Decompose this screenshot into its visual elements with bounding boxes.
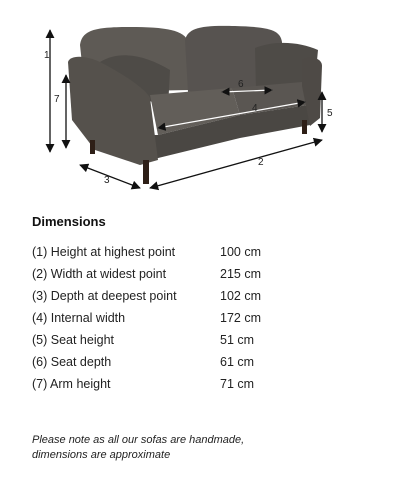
leg-front-left: [90, 140, 95, 154]
leg-back-right: [302, 120, 307, 134]
sofa-dimension-diagram: [0, 0, 400, 200]
dim-label-4: 4: [252, 103, 258, 114]
dimension-value: 51 cm: [220, 333, 255, 347]
dimension-label: (1) Height at highest point: [32, 245, 176, 259]
dim-label-6: 6: [238, 79, 244, 90]
dim-label-1: 1: [44, 50, 50, 61]
dimension-value: 71 cm: [220, 377, 255, 391]
dimensions-list: [32, 241, 362, 395]
dim-label-5: 5: [327, 108, 333, 119]
leg-front-right: [143, 160, 149, 184]
dimension-row-arm-height: [32, 373, 362, 395]
dimension-value: 172 cm: [220, 311, 261, 325]
dimension-label: (3) Depth at deepest point: [32, 289, 177, 303]
dimension-label: (5) Seat height: [32, 333, 114, 347]
dim-label-7: 7: [54, 94, 60, 105]
note-line-1: Please note as all our sofas are handmade,: [32, 434, 245, 446]
note-line-2: dimensions are approximate: [32, 449, 171, 461]
dimension-row-seat-height: [32, 329, 362, 351]
dimension-value: 215 cm: [220, 267, 261, 281]
dimension-label: (2) Width at widest point: [32, 267, 167, 281]
dimension-label: (6) Seat depth: [32, 355, 112, 369]
dimension-row-depth: [32, 285, 362, 307]
dimension-row-seat-depth: [32, 351, 362, 373]
dim-label-2: 2: [258, 157, 264, 168]
dim-label-3: 3: [104, 175, 110, 186]
dimension-row-height: [32, 241, 362, 263]
dimension-row-width: [32, 263, 362, 285]
dimension-value: 61 cm: [220, 355, 255, 369]
dimension-row-internal-width: [32, 307, 362, 329]
dimension-value: 100 cm: [220, 245, 261, 259]
sofa-illustration: [0, 0, 400, 200]
dimension-label: (4) Internal width: [32, 311, 126, 325]
dimensions-heading: Dimensions: [32, 214, 106, 229]
dimension-value: 102 cm: [220, 289, 261, 303]
dim-line-3: [80, 165, 140, 188]
handmade-note: [32, 433, 332, 463]
dimension-label: (7) Arm height: [32, 377, 111, 391]
